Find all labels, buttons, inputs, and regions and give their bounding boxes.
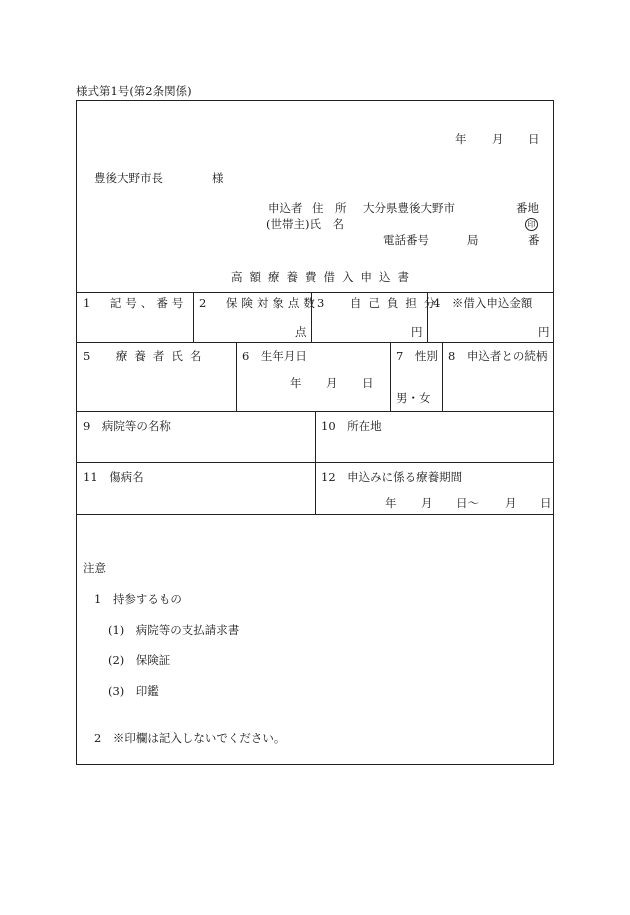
note-item-2: 2 ※印欄は記入しないでください。: [94, 731, 286, 745]
addressee-honorific: 様: [212, 171, 224, 185]
cell-10-label: 10 所在地: [321, 419, 382, 433]
cell-2-label: 2 保険対象点数: [199, 296, 319, 310]
address-suffix: 番地: [516, 201, 539, 215]
phone-exchange: 局: [467, 233, 479, 247]
notes-top-rule: [76, 514, 554, 515]
form-number: 様式第1号(第2条関係): [76, 84, 192, 98]
row2-divider-3: [442, 342, 443, 411]
note-sub-3: (3) 印鑑: [108, 684, 159, 698]
row34-divider: [315, 411, 316, 514]
form-title: 高額療養費借入申込書: [231, 270, 416, 284]
birth-year: 年: [290, 376, 302, 390]
period-month-to: 月: [505, 496, 517, 510]
period-day-from: 日～: [456, 496, 479, 510]
address-label: 住 所: [312, 201, 347, 215]
date-month: 月: [492, 132, 504, 146]
sex-options: 男・女: [396, 391, 431, 405]
cell-8-label: 8 申込者との続柄: [448, 349, 548, 363]
cell-6-label: 6 生年月日: [242, 349, 307, 363]
head-name-label: (世帯主)氏 名: [266, 217, 344, 231]
seal-mark: 印: [525, 218, 538, 231]
phone-label: 電話番号: [383, 233, 429, 247]
cell-11-label: 11 傷病名: [83, 470, 144, 484]
row2-divider-2: [390, 342, 391, 411]
note-item-1: 1 持参するもの: [94, 592, 182, 606]
row2-top-rule: [76, 342, 554, 343]
applicant-role-label: 申込者: [268, 201, 303, 215]
row2-divider-1: [236, 342, 237, 411]
notes-title: 注意: [83, 561, 106, 575]
cell-5-label: 5 療養者氏名: [83, 349, 209, 363]
birth-month: 月: [326, 376, 338, 390]
note-sub-1: (1) 病院等の支払請求書: [108, 623, 240, 637]
period-month: 月: [421, 496, 433, 510]
cell-12-label: 12 申込みに係る療養期間: [321, 470, 463, 484]
cell-1-label: 1 記号、番号: [83, 296, 188, 310]
addressee-name: 豊後大野市長: [94, 171, 163, 185]
address-value: 大分県豊後大野市: [363, 201, 455, 215]
note-sub-2: (2) 保険証: [108, 653, 171, 667]
cell-4-unit: 円: [538, 325, 550, 339]
cell-4-label: 4 ※借入申込金額: [433, 296, 533, 310]
cell-3-label: 3 自己負担分: [317, 296, 443, 310]
cell-3-unit: 円: [411, 325, 423, 339]
cell-7-label: 7 性別: [396, 349, 438, 363]
row1-top-rule: [76, 292, 554, 293]
row1-divider-1: [193, 292, 194, 342]
period-year: 年: [385, 496, 397, 510]
birth-day: 日: [362, 376, 374, 390]
cell-9-label: 9 病院等の名称: [83, 419, 171, 433]
phone-number-suffix: 番: [528, 233, 540, 247]
period-day-to: 日: [540, 496, 552, 510]
date-year: 年: [455, 132, 467, 146]
date-day: 日: [528, 132, 540, 146]
cell-2-unit: 点: [295, 325, 307, 339]
